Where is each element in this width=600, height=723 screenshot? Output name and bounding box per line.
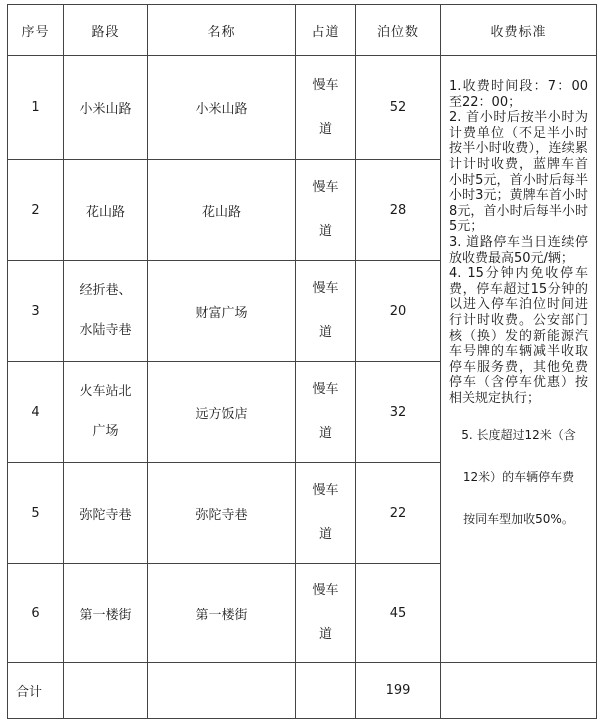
row-index: 3 (8, 261, 64, 362)
fee-standard-cell (441, 56, 597, 663)
road-line: 水陆寺巷 (79, 323, 132, 338)
lane-line: 慢车 (312, 382, 339, 397)
fee-rule-5-line: 5. 长度超过12米（含 (461, 428, 576, 443)
row-road (64, 261, 148, 362)
header-index: 序号 (8, 5, 64, 56)
road-line: 经折巷、 (79, 283, 132, 298)
row-index: 6 (8, 564, 64, 663)
fee-rule-5-line: 按同车型加收50%。 (463, 512, 574, 527)
row-name: 财富广场 (148, 261, 296, 362)
row-index: 1 (8, 56, 64, 160)
total-empty-cell (441, 663, 597, 719)
row-index: 2 (8, 160, 64, 261)
row-road: 花山路 (64, 160, 148, 261)
row-spaces: 52 (356, 56, 441, 160)
header-lane: 占道 (296, 5, 356, 56)
row-name: 弥陀寺巷 (148, 463, 296, 564)
road-line: 广场 (92, 424, 119, 439)
lane-line: 道 (318, 325, 332, 340)
row-name: 小米山路 (148, 56, 296, 160)
fee-rule-5-line: 12米）的车辆停车费 (462, 470, 575, 485)
row-lane (296, 56, 356, 160)
row-lane (296, 463, 356, 564)
header-spaces: 泊位数 (356, 5, 441, 56)
lane-line: 道 (318, 224, 332, 239)
parking-fee-table (7, 4, 597, 719)
row-lane (296, 261, 356, 362)
road-line: 火车站北 (79, 384, 132, 399)
total-row (8, 663, 597, 719)
row-lane (296, 160, 356, 261)
lane-line: 道 (318, 426, 332, 441)
fee-rule-2: 2. 首小时后按半小时为计费单位（不足半小时按半小时收费），连续累计计时收费，蓝牌车首小时5元，首小时后每半小时3元；黄牌车首小时8元，首小时后每半小时5元； (449, 110, 588, 235)
row-name: 花山路 (148, 160, 296, 261)
row-lane (296, 564, 356, 663)
row-name: 远方饭店 (148, 362, 296, 463)
row-index: 5 (8, 463, 64, 564)
total-empty-cell (64, 663, 148, 719)
row-index: 4 (8, 362, 64, 463)
total-empty-cell (148, 663, 296, 719)
total-empty-cell (296, 663, 356, 719)
header-name: 名称 (148, 5, 296, 56)
row-spaces: 45 (356, 564, 441, 663)
fee-rule-3: 3. 道路停车当日连续停放收费最高50元/辆； (449, 234, 588, 266)
row-spaces: 32 (356, 362, 441, 463)
lane-line: 慢车 (312, 583, 339, 598)
header-fee-standard: 收费标准 (441, 5, 597, 56)
fee-rule-1: 1.收费时间段：7：00至22：00； (449, 79, 588, 110)
lane-line: 慢车 (312, 77, 339, 93)
row-name: 第一楼街 (148, 564, 296, 663)
total-label: 合计 (8, 663, 64, 719)
lane-line: 慢车 (312, 483, 339, 498)
row-spaces: 28 (356, 160, 441, 261)
lane-line: 道 (318, 121, 332, 137)
row-spaces: 22 (356, 463, 441, 564)
lane-line: 道 (318, 627, 332, 642)
header-row (8, 5, 597, 56)
lane-line: 慢车 (312, 180, 339, 195)
row-road: 小米山路 (64, 56, 148, 160)
row-lane (296, 362, 356, 463)
header-road: 路段 (64, 5, 148, 56)
row-road: 第一楼街 (64, 564, 148, 663)
fee-rule-5 (449, 414, 588, 540)
row-road: 弥陀寺巷 (64, 463, 148, 564)
fee-rule-4: 4. 15分钟内免收停车费，停车超过15分钟的以进入停车泊位时间进行计时收费。公安部门核（换）发的新能源汽车号牌的车辆减半收取停车服务费，其他免费停车（含停车优惠）按相关规定执行； (449, 266, 588, 406)
lane-line: 道 (318, 527, 332, 542)
lane-line: 慢车 (312, 281, 339, 296)
row-road (64, 362, 148, 463)
row-spaces: 20 (356, 261, 441, 362)
total-spaces: 199 (356, 663, 441, 719)
table-row (8, 56, 597, 160)
